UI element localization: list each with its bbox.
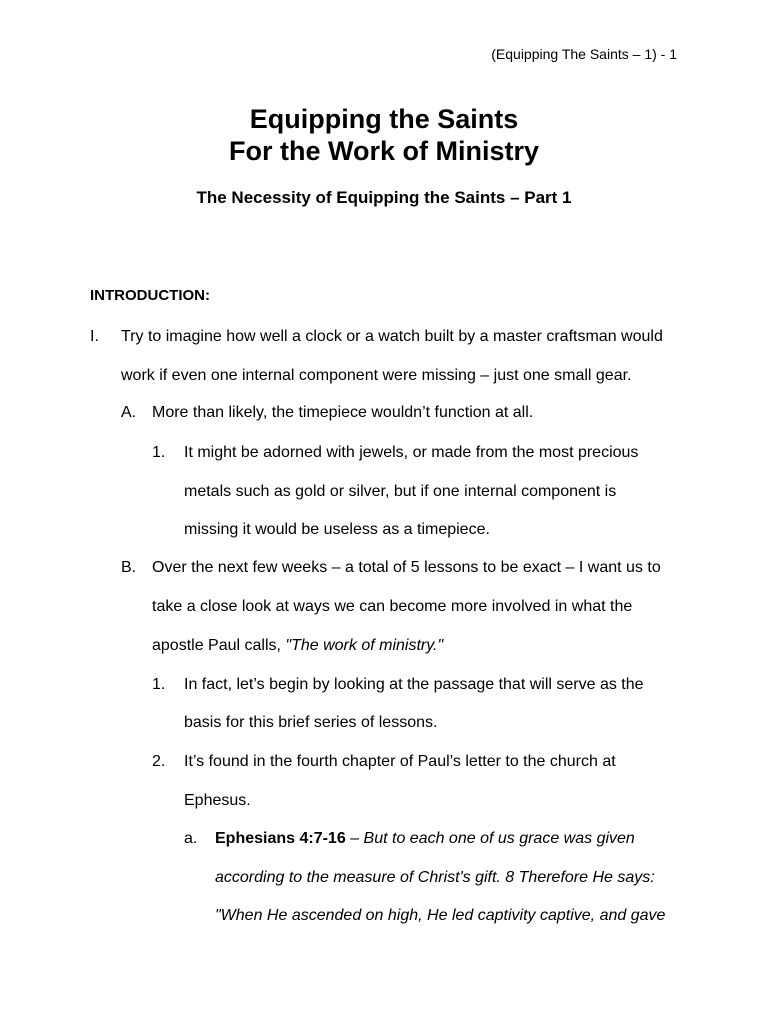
outline-I-line-1: Try to imagine how well a clock or a watch built by a master craftsman would (121, 328, 663, 345)
outline-B2-line-1: It’s found in the fourth chapter of Paul’s letter to the church at (184, 753, 616, 770)
scripture-text-2: according to the measure of Christ's gift. 8 Therefore He says: (215, 869, 655, 886)
subtitle: The Necessity of Equipping the Saints – Part 1 (196, 188, 572, 207)
running-header: (Equipping The Saints – 1) - 1 (491, 46, 677, 62)
outline-marker-B2: 2. (152, 753, 166, 770)
title-line-1: Equipping the Saints (249, 104, 519, 134)
work-of-ministry-quote: "The work of ministry." (285, 637, 444, 654)
outline-B1-line-1: In fact, let’s begin by looking at the passage that will serve as the (184, 676, 644, 693)
outline-B-line-2: take a close look at ways we can become more involved in what the (152, 598, 633, 615)
outline-A1-line-3: missing it would be useless as a timepiece. (184, 521, 490, 538)
outline-B-line-3-prefix: apostle Paul calls, (152, 637, 286, 654)
outline-marker-B: B. (121, 559, 137, 576)
outline-B-line-1: Over the next few weeks – a total of 5 lessons to be exact – I want us to (152, 559, 661, 576)
outline-A1-line-2: metals such as gold or silver, but if one internal component is (184, 483, 617, 500)
outline-A-line-1: More than likely, the timepiece wouldn’t function at all. (152, 404, 534, 421)
scripture-reference: Ephesians 4:7-16 (215, 830, 346, 847)
outline-B1-line-2: basis for this brief series of lessons. (184, 714, 438, 731)
outline-B2-line-2: Ephesus. (184, 792, 251, 809)
outline-I-line-2: work if even one internal component were missing – just one small gear. (121, 367, 632, 384)
outline-marker-I: I. (90, 328, 99, 345)
outline-A1-line-1: It might be adorned with jewels, or made from the most precious (184, 444, 639, 461)
scripture-text-3: "When He ascended on high, He led captivity captive, and gave (215, 907, 666, 924)
title-line-2: For the Work of Ministry (228, 136, 539, 166)
outline-B-line-3 (152, 636, 443, 656)
outline-marker-A1: 1. (152, 444, 166, 461)
reference-dash: – (345, 830, 364, 847)
introduction-heading: INTRODUCTION: (90, 287, 210, 304)
outline-marker-B2a: a. (184, 830, 198, 847)
outline-marker-A: A. (121, 404, 137, 421)
outline-marker-B1: 1. (152, 676, 166, 693)
scripture-text-1: But to each one of us grace was given (363, 830, 635, 847)
outline-B2a-line-1 (215, 829, 635, 849)
